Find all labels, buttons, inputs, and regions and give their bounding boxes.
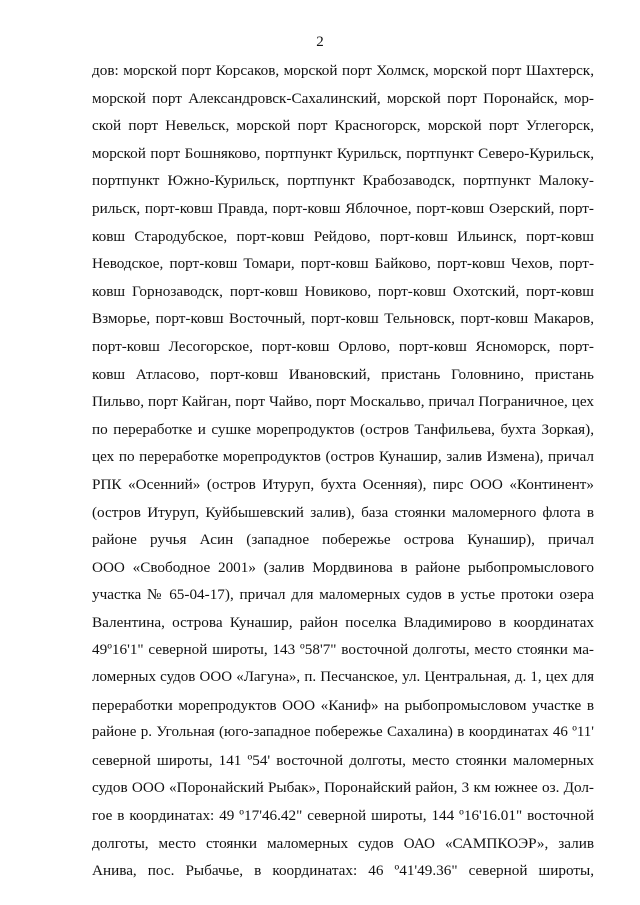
text-line: морской порт Александровск-Сахалинский, морской порт Поронайск, мор- — [92, 89, 594, 107]
text-line: ковш Стародубское, порт-ковш Рейдово, порт-ковш Ильинск, порт-ковш — [92, 227, 594, 245]
text-line: Неводское, порт-ковш Томари, порт-ковш Байково, порт-ковш Чехов, порт- — [92, 255, 594, 273]
text-line: районе ручья Асин (западное побережье острова Кунашир), причал — [92, 531, 594, 549]
text-line: цех по переработке морепродуктов (остров Кунашир, залив Измена), причал — [92, 448, 594, 466]
text-line: рильск, порт-ковш Правда, порт-ковш Яблочное, порт-ковш Озерский, порт- — [92, 199, 594, 217]
text-line: (остров Итуруп, Куйбышевский залив), база стоянки маломерного флота в — [92, 503, 594, 521]
text-line: Анива, пос. Рыбачье, в координатах: 46 º41'49.36" северной широты, — [92, 862, 594, 880]
text-line: морской порт Бошняково, портпункт Курильск, портпункт Северо-Курильск, — [92, 144, 594, 162]
text-line: ковш Атласово, порт-ковш Ивановский, пристань Головнино, пристань — [92, 365, 594, 383]
text-line: портпункт Южно-Курильск, портпункт Крабозаводск, портпункт Малоку- — [92, 172, 594, 190]
text-line: ломерных судов ООО «Лагуна», п. Песчанское, ул. Центральная, д. 1, цех для — [92, 669, 594, 686]
text-line: ской порт Невельск, морской порт Красногорск, морской порт Углегорск, — [92, 117, 594, 135]
text-line: 49º16'1" северной широты, 143 º58'7" восточной долготы, место стоянки ма- — [92, 641, 594, 659]
text-line: ООО «Свободное 2001» (залив Мордвинова в районе рыбопромыслового — [92, 558, 594, 576]
text-line: Валентина, острова Кунашир, район поселка Владимирово в координатах — [92, 613, 594, 631]
text-line: по переработке и сушке морепродуктов (остров Танфильева, бухта Зоркая), — [92, 420, 594, 438]
text-line: Пильво, порт Кайган, порт Чайво, порт Москальво, причал Пограничное, цех — [92, 393, 594, 411]
text-line: судов ООО «Поронайский Рыбак», Поронайский район, 3 км южнее оз. Дол- — [92, 779, 594, 797]
text-line: районе р. Угольная (юго-западное побережье Сахалина) в координатах 46 º11' — [92, 724, 594, 741]
text-line: дов: морской порт Корсаков, морской порт Холмск, морской порт Шахтерск, — [92, 62, 594, 79]
page-number: 2 — [316, 34, 324, 50]
text-line: долготы, место стоянки маломерных судов ОАО «САМПКОЭР», залив — [92, 834, 594, 852]
text-line: порт-ковш Лесогорское, порт-ковш Орлово, порт-ковш Ясноморск, порт- — [92, 337, 594, 355]
text-line: Взморье, порт-ковш Восточный, порт-ковш Тельновск, порт-ковш Макаров, — [92, 310, 594, 328]
text-line: РПК «Осенний» (остров Итуруп, бухта Осенняя), пирс ООО «Континент» — [92, 475, 594, 493]
text-line: переработки морепродуктов ООО «Каниф» на рыбопромысловом участке в — [92, 696, 594, 714]
text-line: северной широты, 141 º54' восточной долготы, место стоянки маломерных — [92, 751, 594, 769]
text-line: ковш Горнозаводск, порт-ковш Новиково, порт-ковш Охотский, порт-ковш — [92, 282, 594, 300]
text-line: участка № 65-04-17), причал для маломерных судов в устье протоки озера — [92, 586, 594, 604]
text-line: гое в координатах: 49 º17'46.42" северной широты, 144 º16'16.01" восточной — [92, 807, 594, 825]
body-text — [92, 57, 594, 885]
